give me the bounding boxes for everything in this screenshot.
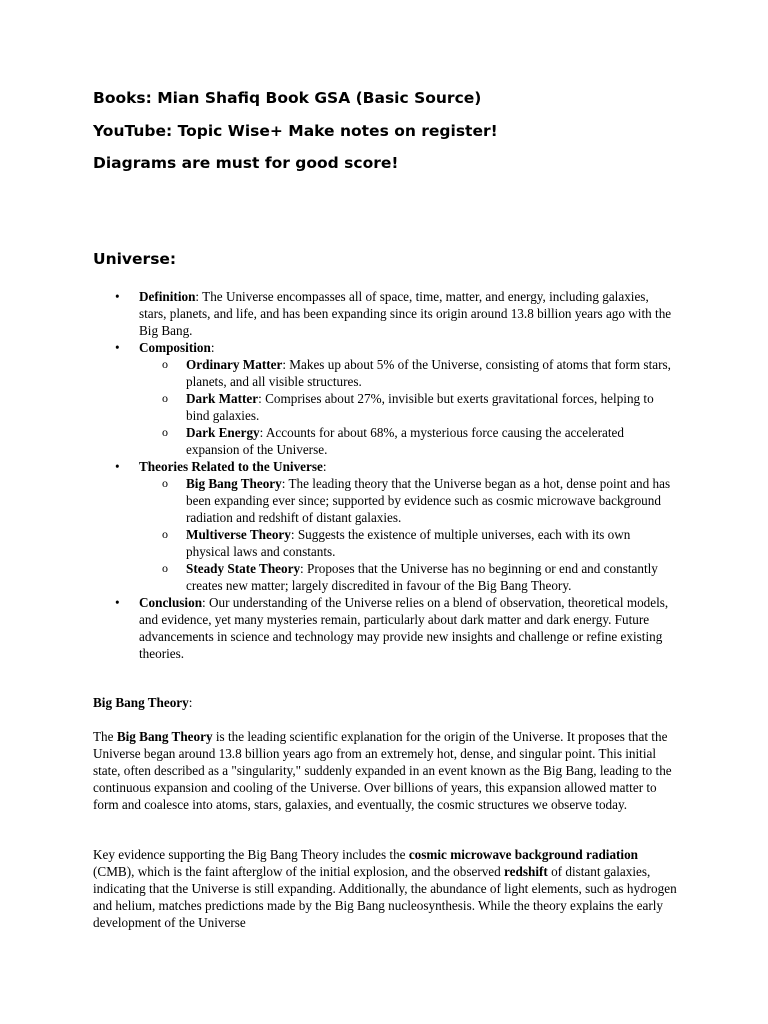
item-text: : Comprises about 27%, invisible but exerts gravitational forces, helping to bind galaxies.: [186, 391, 654, 423]
item-text: : Accounts for about 68%, a mysterious force causing the accelerated expansion of the Universe.: [186, 425, 624, 457]
hollow-bullet-icon: o: [162, 425, 168, 439]
conclusion-term: Conclusion: [139, 595, 203, 610]
sublist-item: [139, 526, 677, 560]
theories-sublist: [139, 475, 677, 594]
bigbang-heading-term: Big Bang Theory: [93, 695, 189, 710]
bullet-icon: •: [115, 595, 120, 610]
youtube-line: YouTube: Topic Wise+ Make notes on register!: [93, 122, 498, 140]
bullet-icon: •: [115, 340, 120, 355]
hollow-bullet-icon: o: [162, 561, 168, 575]
para2-post: of distant galaxies, indicating that the Universe is still expanding. Additionally, the abundance of light elements, such as hydrogen and helium, matches predictions made by the Big Bang nucleosynthesis. While the theory explains the early development of the Universe: [93, 864, 677, 930]
definition-text: : The Universe encompasses all of space, time, matter, and energy, including galaxies, stars, planets, and life, and has been expanding since its origin around 13.8 billion years ago with the Big Bang.: [139, 289, 672, 338]
sublist-item: [139, 390, 677, 424]
bigbang-paragraph-2: [93, 846, 677, 931]
definition-term: Definition: [139, 289, 196, 304]
item-term: Dark Matter: [186, 391, 259, 406]
bigbang-heading: [93, 694, 677, 711]
hollow-bullet-icon: o: [162, 527, 168, 541]
item-text: : Suggests the existence of multiple universes, each with its own physical laws and constants.: [186, 527, 631, 559]
universe-list-section: [93, 288, 677, 662]
item-text: : Makes up about 5% of the Universe, consisting of atoms that form stars, planets, and all visible structures.: [186, 357, 671, 389]
sublist-item: [139, 424, 677, 458]
composition-suffix: :: [210, 340, 215, 355]
conclusion-text: : Our understanding of the Universe relies on a blend of observation, theoretical models, and evidence, yet many mysteries remain, particularly about dark matter and dark energy. Future advancements in science and technology may provide new insights and challenge or refine existing theories.: [139, 595, 669, 661]
list-item-composition: [93, 339, 677, 458]
para2-term-redshift: redshift: [504, 864, 548, 879]
books-line: Books: Mian Shafiq Book GSA (Basic Source): [93, 89, 482, 107]
item-term: Steady State Theory: [186, 561, 301, 576]
hollow-bullet-icon: o: [162, 357, 168, 371]
para2-term-cmb: cosmic microwave background radiation: [408, 847, 639, 862]
hollow-bullet-icon: o: [162, 476, 168, 490]
item-text: : Proposes that the Universe has no beginning or end and constantly creates new matter; largely discredited in favour of the Big Bang Theory.: [186, 561, 658, 593]
list-item-definition: [93, 288, 677, 339]
item-term: Multiverse Theory: [186, 527, 291, 542]
para1-text: is the leading scientific explanation for the origin of the Universe. It proposes that the Universe began around 13.8 billion years ago from an extremely hot, dense, and singular point. This initial state, often described as a "singularity," suddenly expanded in an event known as the Big Bang, leading to the continuous expansion and cooling of the Universe. Over billions of years, this expansion allowed matter to form and coalesce into atoms, stars, galaxies, and eventually, the cosmic structures we observe today.: [93, 729, 672, 812]
para2-pre: Key evidence supporting the Big Bang Theory includes the: [93, 847, 409, 862]
para2-mid: (CMB), which is the faint afterglow of the initial explosion, and the observed: [93, 864, 505, 879]
para1-pre: The: [93, 729, 117, 744]
para1-term: Big Bang Theory: [116, 729, 213, 744]
universe-heading: Universe:: [93, 250, 177, 268]
theories-suffix: :: [322, 459, 327, 474]
item-term: Big Bang Theory: [186, 476, 282, 491]
composition-sublist: [139, 356, 677, 458]
item-text: : The leading theory that the Universe began as a hot, dense point and has been expanding ever since; supported by evidence such as cosmic microwave background radiation and redshift of distant galaxies.: [186, 476, 671, 525]
item-term: Ordinary Matter: [186, 357, 283, 372]
hollow-bullet-icon: o: [162, 391, 168, 405]
bullet-icon: •: [115, 289, 120, 304]
sublist-item: [139, 560, 677, 594]
item-term: Dark Energy: [186, 425, 260, 440]
sublist-item: [139, 356, 677, 390]
composition-term: Composition: [139, 340, 211, 355]
bigbang-paragraph-1: [93, 728, 677, 813]
bigbang-heading-suffix: :: [188, 695, 193, 710]
diagrams-line: Diagrams are must for good score!: [93, 154, 399, 172]
universe-list: [93, 288, 677, 662]
bullet-icon: •: [115, 459, 120, 474]
list-item-conclusion: [93, 594, 677, 662]
sublist-item: [139, 475, 677, 526]
list-item-theories: [93, 458, 677, 594]
theories-term: Theories Related to the Universe: [139, 459, 323, 474]
